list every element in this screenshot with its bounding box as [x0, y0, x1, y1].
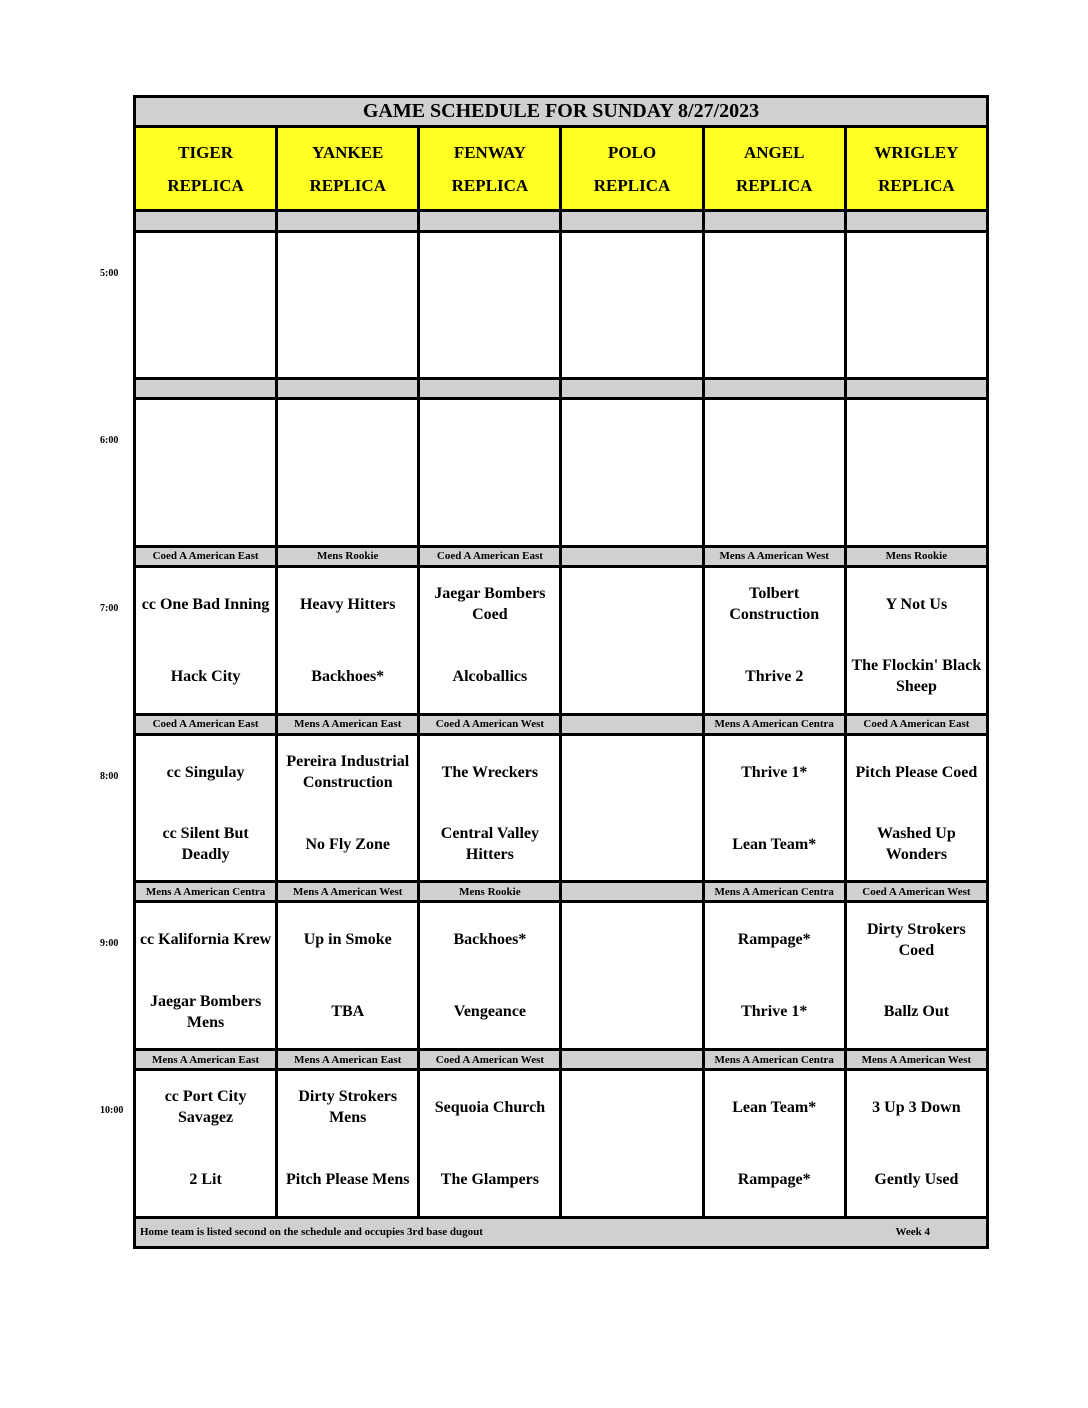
- game-cell: [135, 734, 277, 882]
- home-team: TBA: [331, 1003, 365, 1021]
- home-team: [136, 473, 275, 545]
- away-team: [562, 904, 701, 976]
- away-team: [847, 401, 986, 473]
- division-label: Coed A American West: [845, 882, 987, 902]
- field-subtitle: REPLICA: [309, 175, 386, 195]
- game-cell: [277, 734, 419, 882]
- game-cell: [561, 399, 703, 547]
- home-team: The Glampers: [440, 1170, 539, 1188]
- field-header-wrigley: [845, 127, 987, 211]
- away-team: Backhoes*: [453, 931, 527, 949]
- game-cell: [561, 734, 703, 882]
- time-label: 6:00: [100, 435, 119, 446]
- field-name: WRIGLEY: [874, 142, 959, 162]
- away-team: Pereira Industrial Construction: [286, 753, 410, 792]
- game-cell: [135, 1070, 277, 1218]
- division-label: Coed A American West: [419, 714, 561, 734]
- schedule-table: [133, 95, 989, 1249]
- field-header-angel: [703, 127, 845, 211]
- division-row: [135, 882, 988, 902]
- game-cell: [703, 567, 845, 715]
- division-label: [135, 379, 277, 399]
- away-team: [136, 233, 275, 305]
- home-team: [562, 640, 701, 712]
- game-row: [135, 1070, 988, 1218]
- field-header-yankee: [277, 127, 419, 211]
- away-team: [562, 1071, 701, 1143]
- home-team: [136, 305, 275, 377]
- game-row: [135, 231, 988, 379]
- home-team: Jaegar Bombers Mens: [149, 992, 262, 1031]
- home-team: Washed Up Wonders: [877, 825, 956, 864]
- division-label: Mens A American East: [135, 1050, 277, 1070]
- field-name: YANKEE: [312, 142, 384, 162]
- away-team: 3 Up 3 Down: [872, 1098, 961, 1116]
- game-cell: [135, 902, 277, 1050]
- home-team: [562, 808, 701, 880]
- game-cell: [277, 399, 419, 547]
- home-team: Vengeance: [453, 1003, 527, 1021]
- home-team: Hack City: [170, 667, 241, 685]
- field-subtitle: REPLICA: [593, 175, 671, 195]
- field-subtitle: REPLICA: [878, 175, 955, 195]
- away-team: Thrive 1*: [741, 763, 808, 781]
- home-team: [562, 305, 701, 377]
- game-cell: [845, 567, 987, 715]
- game-cell: [419, 734, 561, 882]
- division-label: [135, 211, 277, 231]
- field-subtitle: REPLICA: [167, 175, 244, 195]
- game-cell: [845, 399, 987, 547]
- field-subtitle: REPLICA: [451, 175, 529, 195]
- game-row: [135, 567, 988, 715]
- time-label: 8:00: [100, 771, 119, 782]
- field-name: POLO: [607, 142, 657, 162]
- home-team: [278, 305, 417, 377]
- game-cell: [135, 399, 277, 547]
- away-team: cc Port City Savagez: [164, 1088, 247, 1127]
- home-team: 2 Lit: [189, 1170, 222, 1188]
- game-cell: [703, 902, 845, 1050]
- game-cell: [419, 567, 561, 715]
- home-team: [562, 473, 701, 545]
- field-header-row: [135, 127, 988, 211]
- away-team: Up in Smoke: [303, 931, 392, 949]
- division-label: [703, 211, 845, 231]
- away-team: Dirty Strokers Coed: [866, 920, 966, 959]
- game-cell: [277, 567, 419, 715]
- away-team: [562, 736, 701, 808]
- away-team: Rampage*: [737, 931, 811, 949]
- home-team: [278, 473, 417, 545]
- game-cell: [845, 231, 987, 379]
- home-team: Alcoballics: [452, 667, 528, 685]
- division-label: [277, 211, 419, 231]
- home-team: The Flockin' Black Sheep: [851, 657, 982, 696]
- away-team: Jaegar Bombers Coed: [434, 585, 546, 624]
- division-label: Mens Rookie: [419, 882, 561, 902]
- away-team: [847, 233, 986, 305]
- division-label: Mens A American Centra: [135, 882, 277, 902]
- time-label: 5:00: [100, 268, 119, 279]
- game-row: [135, 734, 988, 882]
- home-team: Rampage*: [737, 1170, 811, 1188]
- away-team: [420, 401, 559, 473]
- division-label: Mens Rookie: [277, 546, 419, 566]
- schedule-title: GAME SCHEDULE FOR SUNDAY 8/27/2023: [135, 97, 988, 127]
- away-team: Dirty Strokers Mens: [298, 1088, 398, 1127]
- division-label: [845, 379, 987, 399]
- division-label: Mens A American East: [277, 1050, 419, 1070]
- game-cell: [277, 231, 419, 379]
- game-cell: [419, 902, 561, 1050]
- division-label: Coed A American East: [135, 546, 277, 566]
- field-name: FENWAY: [453, 142, 526, 162]
- division-row: [135, 1050, 988, 1070]
- game-cell: [845, 734, 987, 882]
- footer-note: Home team is listed second on the schedule and occupies 3rd base dugout: [140, 1226, 483, 1239]
- division-label: [845, 211, 987, 231]
- away-team: cc Singulay: [166, 763, 245, 781]
- game-cell: [845, 902, 987, 1050]
- away-team: Tolbert Construction: [729, 585, 820, 624]
- home-team: [420, 305, 559, 377]
- home-team: [847, 473, 986, 545]
- game-cell: [419, 1070, 561, 1218]
- division-row: [135, 211, 988, 231]
- week-label: Week 4: [895, 1226, 930, 1239]
- division-label: Coed A American East: [845, 714, 987, 734]
- field-name: ANGEL: [743, 142, 805, 162]
- game-cell: [703, 1070, 845, 1218]
- away-team: [562, 568, 701, 640]
- game-cell: [561, 1070, 703, 1218]
- game-cell: [135, 567, 277, 715]
- home-team: Central Valley Hitters: [440, 825, 539, 864]
- home-team: [562, 1143, 701, 1215]
- home-team: Ballz Out: [883, 1003, 950, 1021]
- time-label: 10:00: [100, 1105, 124, 1116]
- division-label: [561, 546, 703, 566]
- game-cell: [561, 567, 703, 715]
- away-team: [705, 233, 844, 305]
- field-header-tiger: [135, 127, 277, 211]
- away-team: Sequoia Church: [434, 1098, 546, 1116]
- game-cell: [703, 231, 845, 379]
- home-team: No Fly Zone: [305, 835, 390, 853]
- division-label: Mens A American West: [277, 882, 419, 902]
- division-row: [135, 714, 988, 734]
- division-label: [703, 379, 845, 399]
- game-row: [135, 902, 988, 1050]
- home-team: Lean Team*: [732, 835, 817, 853]
- time-label: 9:00: [100, 938, 119, 949]
- game-cell: [419, 399, 561, 547]
- field-name: TIGER: [178, 142, 233, 162]
- division-label: [561, 211, 703, 231]
- game-cell: [135, 231, 277, 379]
- home-team: Thrive 1*: [741, 1003, 808, 1021]
- home-team: [847, 305, 986, 377]
- division-label: [561, 1050, 703, 1070]
- away-team: Heavy Hitters: [299, 595, 396, 613]
- home-team: [562, 976, 701, 1048]
- away-team: The Wreckers: [441, 763, 539, 781]
- home-team: [420, 473, 559, 545]
- division-label: [561, 714, 703, 734]
- footer: [135, 1217, 988, 1247]
- away-team: Pitch Please Coed: [855, 763, 978, 781]
- division-label: [277, 379, 419, 399]
- game-row: [135, 399, 988, 547]
- home-team: Thrive 2: [745, 667, 804, 685]
- title-row: [135, 97, 988, 127]
- division-label: [419, 211, 561, 231]
- field-subtitle: REPLICA: [735, 175, 813, 195]
- game-cell: [561, 231, 703, 379]
- home-team: cc Silent But Deadly: [162, 825, 249, 864]
- away-team: cc Kalifornia Krew: [139, 931, 272, 949]
- away-team: [420, 233, 559, 305]
- home-team: [705, 305, 844, 377]
- game-cell: [845, 1070, 987, 1218]
- home-team: Backhoes*: [311, 667, 385, 685]
- division-label: Mens Rookie: [845, 546, 987, 566]
- division-label: Mens A American Centra: [703, 714, 845, 734]
- division-label: Mens A American Centra: [703, 1050, 845, 1070]
- footer-row: [135, 1217, 988, 1247]
- division-label: Coed A American East: [135, 714, 277, 734]
- division-label: Mens A American Centra: [703, 882, 845, 902]
- field-header-fenway: [419, 127, 561, 211]
- home-team: Pitch Please Mens: [285, 1170, 410, 1188]
- away-team: [278, 401, 417, 473]
- division-label: Coed A American West: [419, 1050, 561, 1070]
- away-team: [562, 401, 701, 473]
- division-label: Mens A American East: [277, 714, 419, 734]
- away-team: [705, 401, 844, 473]
- away-team: Y Not Us: [885, 595, 948, 613]
- division-label: [561, 379, 703, 399]
- away-team: Lean Team*: [732, 1098, 817, 1116]
- away-team: [562, 233, 701, 305]
- time-label: 7:00: [100, 603, 119, 614]
- game-cell: [419, 231, 561, 379]
- game-cell: [703, 399, 845, 547]
- away-team: [278, 233, 417, 305]
- division-label: Mens A American West: [703, 546, 845, 566]
- home-team: Gently Used: [874, 1170, 959, 1188]
- division-label: Coed A American East: [419, 546, 561, 566]
- home-team: [705, 473, 844, 545]
- away-team: cc One Bad Inning: [141, 595, 270, 613]
- field-header-polo: [561, 127, 703, 211]
- game-cell: [277, 902, 419, 1050]
- division-label: [561, 882, 703, 902]
- division-row: [135, 546, 988, 566]
- division-label: Mens A American West: [845, 1050, 987, 1070]
- game-cell: [561, 902, 703, 1050]
- away-team: [136, 401, 275, 473]
- division-label: [419, 379, 561, 399]
- game-cell: [703, 734, 845, 882]
- division-row: [135, 379, 988, 399]
- game-cell: [277, 1070, 419, 1218]
